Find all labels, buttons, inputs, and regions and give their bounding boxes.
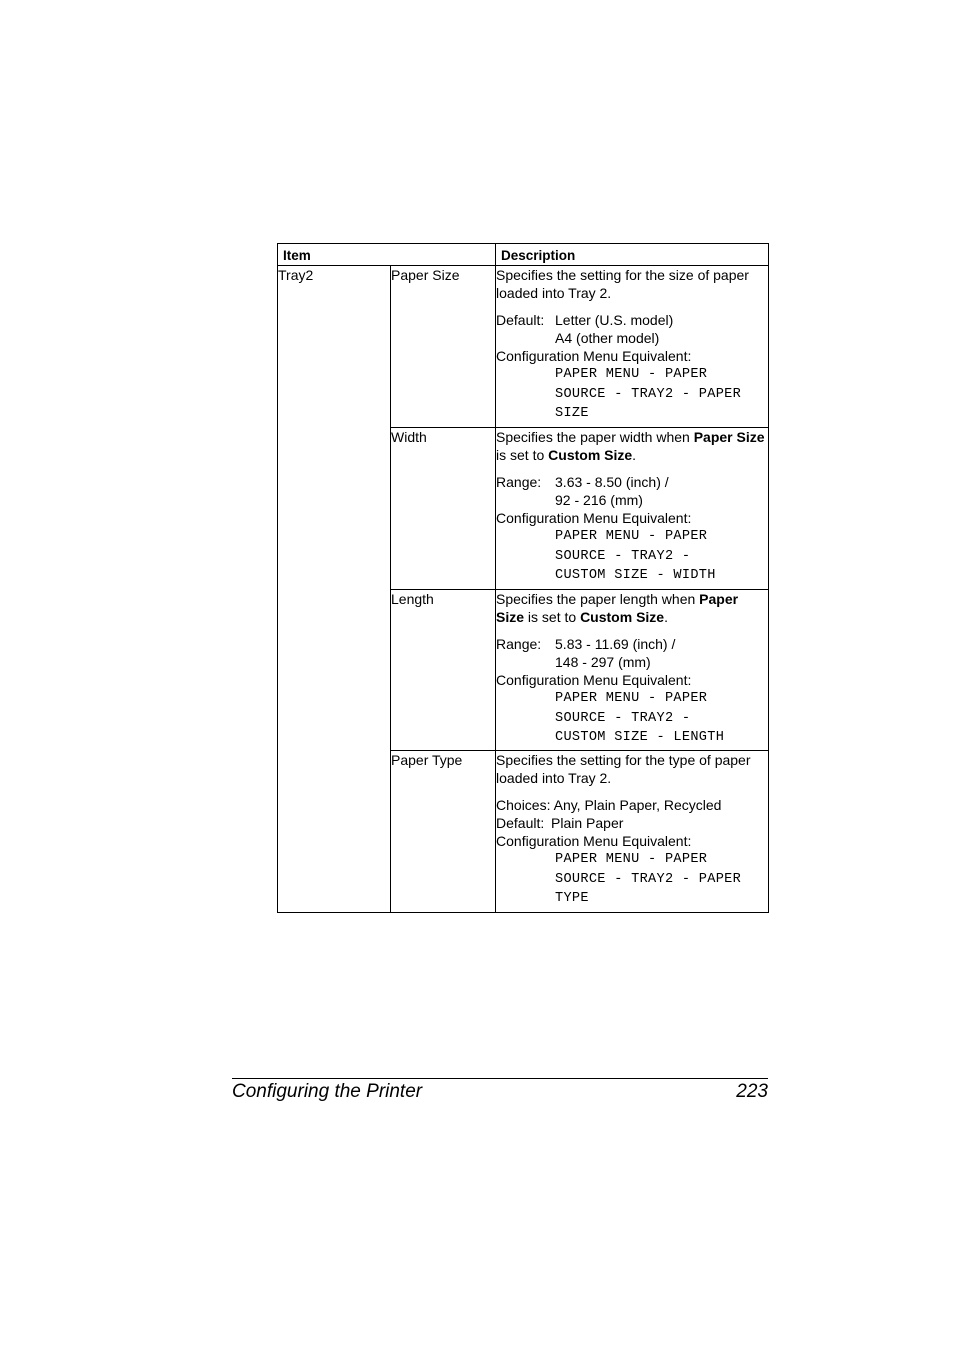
description-summary: Specifies the setting for the size of paper loaded into Tray 2. (496, 267, 749, 301)
menu-path-line: PAPER MENU - PAPER (555, 529, 708, 544)
menu-path-line: CUSTOM SIZE - WIDTH (555, 568, 716, 583)
description-summary: Specifies the paper width when Paper Size is set to Custom Size. (496, 429, 765, 463)
menu-path-line: PAPER MENU - PAPER (555, 852, 708, 867)
description-summary: Specifies the paper length when Paper Size is set to Custom Size. (496, 591, 739, 625)
menu-path-line: SOURCE - TRAY2 - PAPER (555, 871, 742, 887)
menu-path-line: PAPER MENU - PAPER (555, 367, 708, 382)
settings-table (277, 243, 769, 913)
footer-divider (232, 1078, 768, 1079)
menu-path-line: SOURCE - TRAY2 - PAPER (555, 386, 742, 402)
header-description: Description (496, 244, 769, 266)
menu-path-line: SOURCE - TRAY2 - (555, 710, 691, 726)
menu-path-line: PAPER MENU - PAPER (555, 691, 708, 706)
range-line: Range: 5.83 - 11.69 (inch) / (496, 636, 676, 652)
footer-title: Configuring the Printer (232, 1081, 423, 1102)
config-label: Configuration Menu Equivalent: (496, 672, 692, 688)
row-label: Paper Size (391, 266, 496, 428)
row-description (496, 751, 769, 913)
row-description (496, 428, 769, 590)
config-label: Configuration Menu Equivalent: (496, 510, 692, 526)
table-row (278, 266, 769, 428)
description-summary: Specifies the setting for the type of paper loaded into Tray 2. (496, 752, 751, 786)
page-number: 223 (736, 1081, 768, 1102)
default-value-2: A4 (other model) (555, 330, 660, 346)
table-header-row (278, 244, 769, 266)
row-label: Length (391, 590, 496, 751)
default-line: Default: Letter (U.S. model) (496, 312, 674, 328)
row-label: Width (391, 428, 496, 590)
row-description (496, 590, 769, 751)
menu-path-line: CUSTOM SIZE - LENGTH (555, 730, 725, 745)
header-item: Item (278, 244, 496, 266)
row-label: Paper Type (391, 751, 496, 913)
config-label: Configuration Menu Equivalent: (496, 348, 692, 364)
choices-line: Choices: Any, Plain Paper, Recycled (496, 797, 722, 813)
default-line: Default: Plain Paper (496, 815, 624, 831)
row-description (496, 266, 769, 428)
range-line: Range: 3.63 - 8.50 (inch) / (496, 474, 669, 490)
config-label: Configuration Menu Equivalent: (496, 833, 692, 849)
menu-path-line: TYPE (555, 891, 589, 906)
group-label-tray2: Tray2 (278, 266, 391, 913)
range-value-2: 148 - 297 (mm) (555, 654, 651, 670)
range-value-2: 92 - 216 (mm) (555, 492, 643, 508)
menu-path-line: SOURCE - TRAY2 - (555, 548, 691, 564)
menu-path-line: SIZE (555, 406, 589, 421)
